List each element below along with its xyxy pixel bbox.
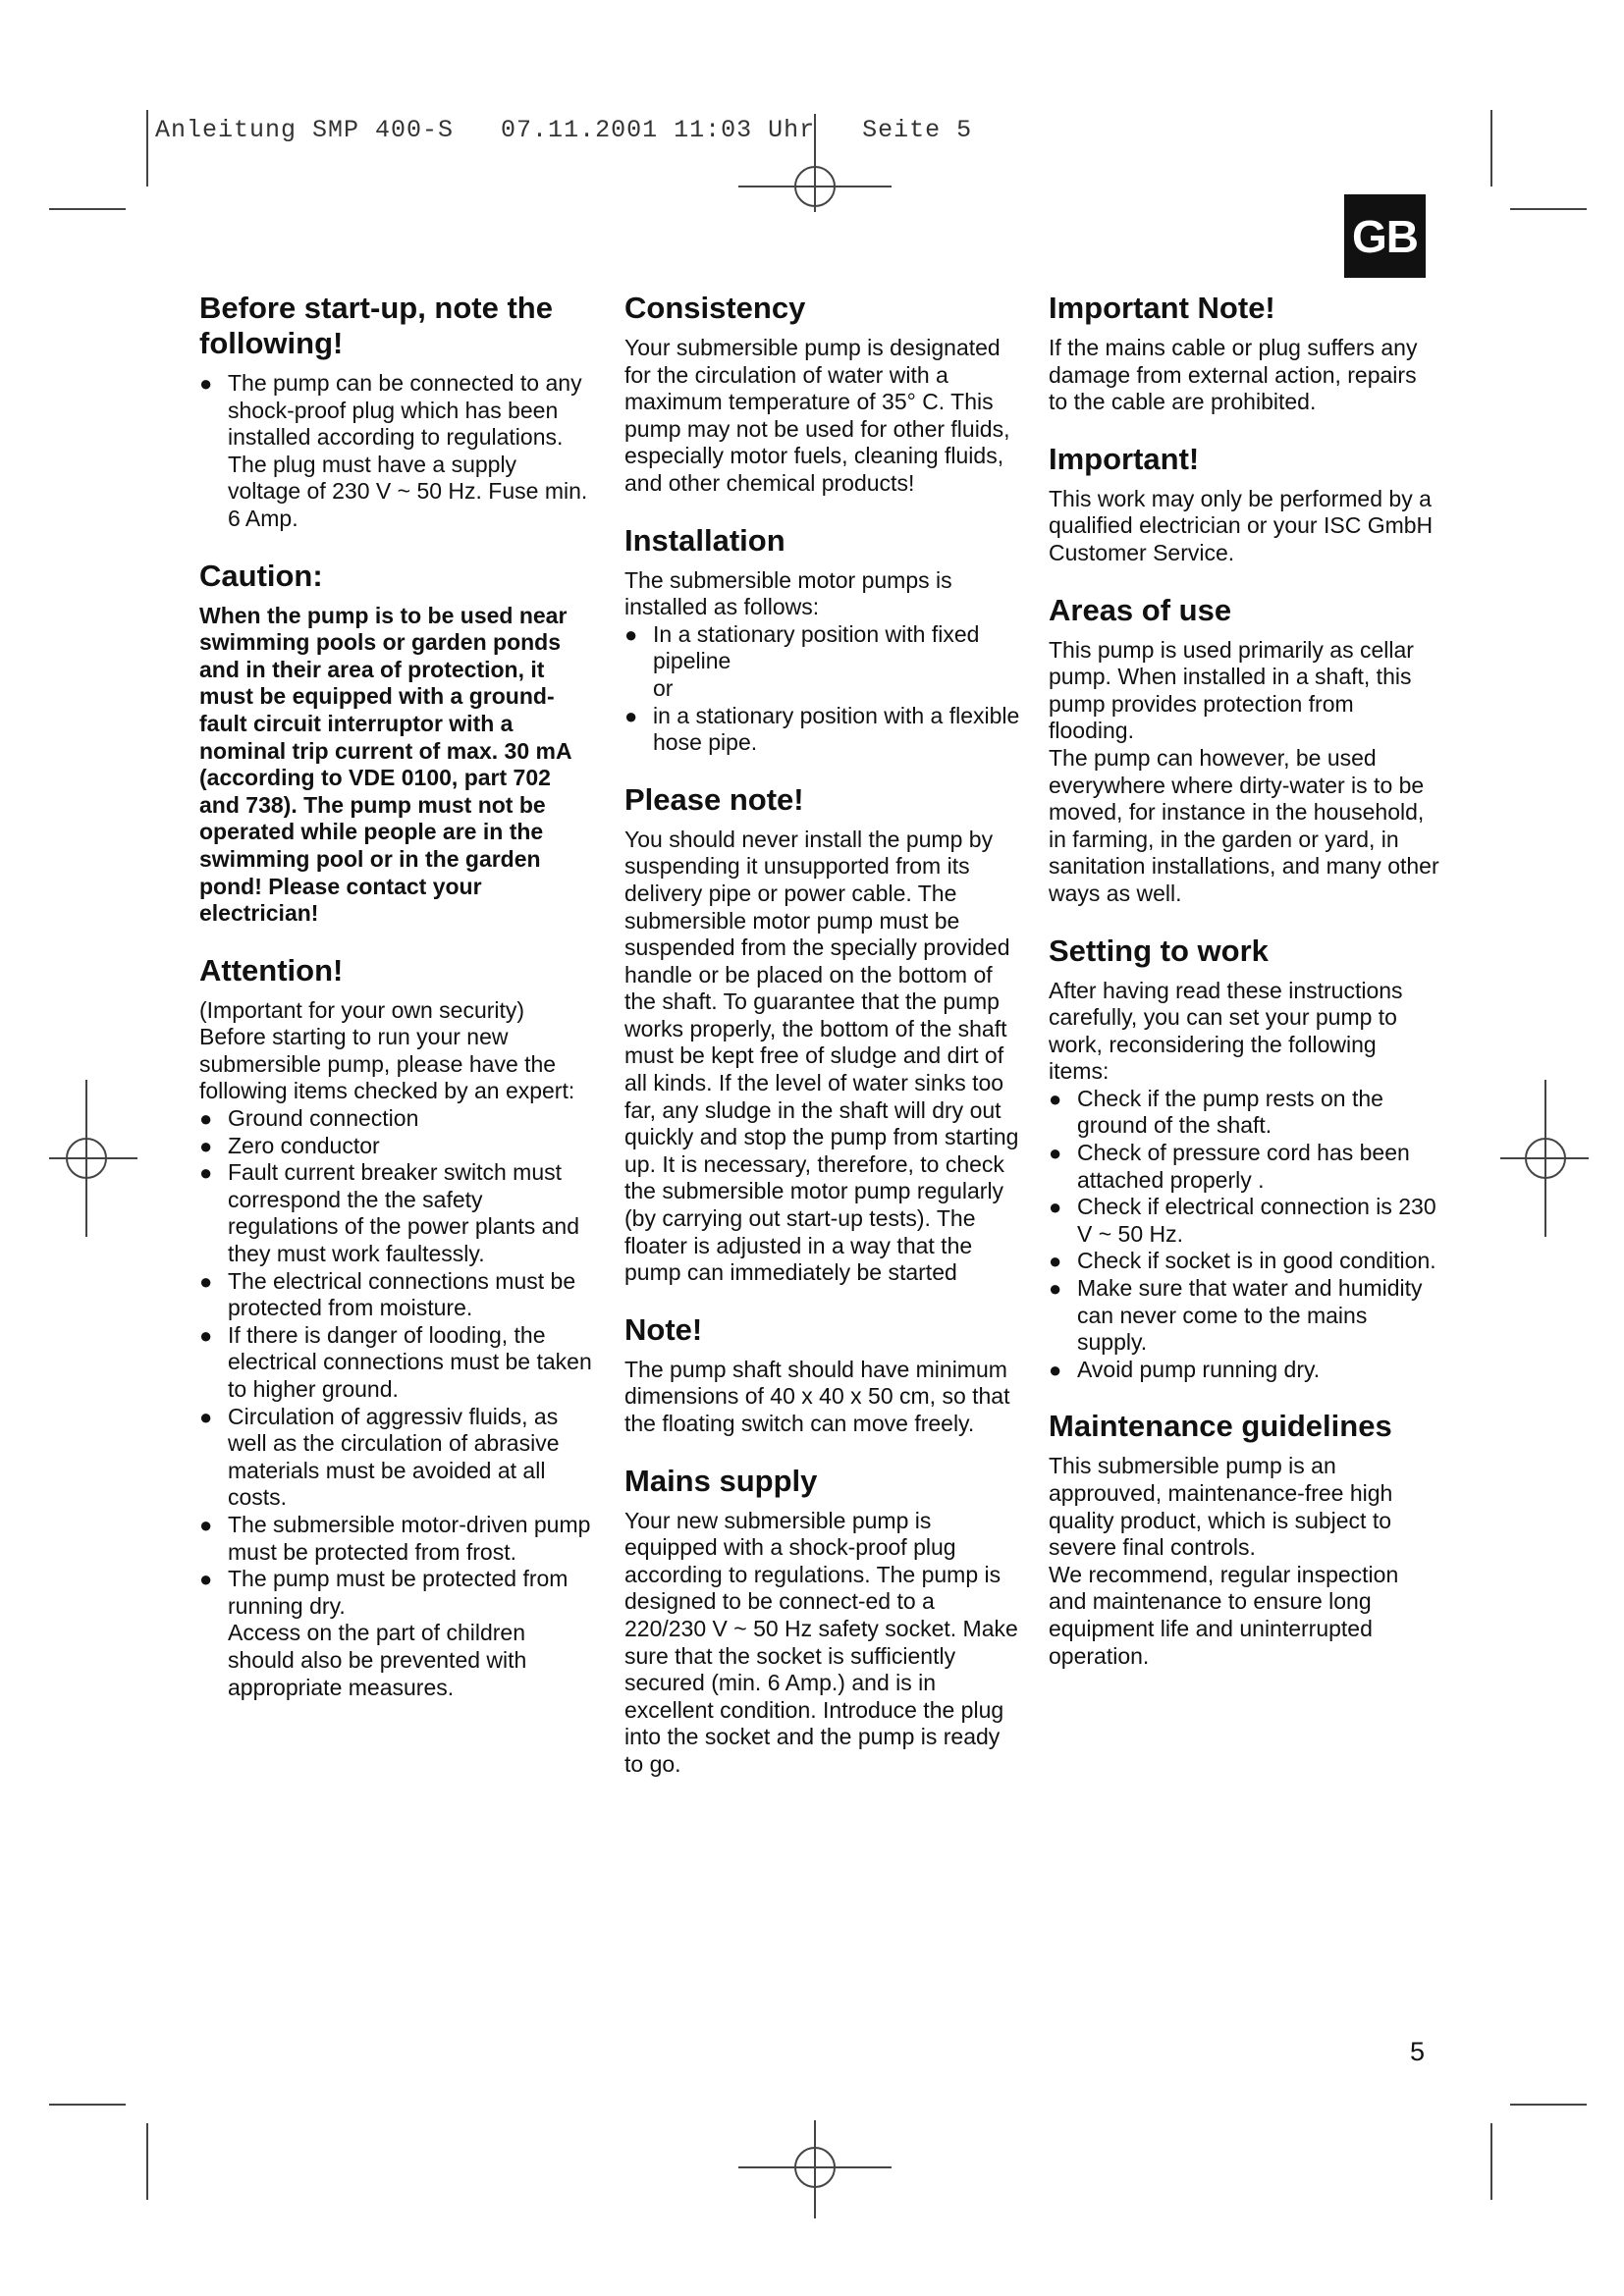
installation-intro: The submersible motor pumps is installed as follows: <box>624 566 952 620</box>
crop-mark-bottom-right-horizontal <box>1510 2104 1587 2106</box>
list-item: ● Ground connection <box>199 1105 592 1133</box>
crop-mark-bottom-left-horizontal <box>49 2104 126 2106</box>
attention-list <box>199 1105 592 1620</box>
heading-attention: Attention! <box>199 952 344 988</box>
section-please-note <box>624 782 1022 1287</box>
heading-note: Note! <box>624 1311 703 1347</box>
crop-mark-top-left-vertical <box>146 110 148 187</box>
attention-trailing-text: Access on the part of children should also be prevented with appropriate measures. <box>228 1620 527 1700</box>
installation-or: or <box>653 674 674 701</box>
list-item: ● In a stationary position with fixed pipeline <box>624 621 1022 675</box>
page-number: 5 <box>1410 2037 1426 2066</box>
registration-mark-bottom <box>738 2120 892 2222</box>
heading-please-note: Please note! <box>624 781 804 817</box>
heading-maintenance: Maintenance guidelines <box>1049 1409 1392 1444</box>
mains-supply-text: Your new submersible pump is equipped with a shock-proof plug according to regulations. The pump is designed to be connect-ed to a 220/230 V ~ 50 Hz safety socket. Make sure that the socket is sufficiently secured (min. 6 Amp.) and is in excellent condition. Introduce the plug into the socket and the pump is ready to go. <box>624 1507 1018 1777</box>
section-before-startup <box>199 291 592 533</box>
section-important-note <box>1049 291 1441 416</box>
crop-mark-top-right-horizontal <box>1510 208 1587 210</box>
registration-mark-left <box>39 1080 137 1237</box>
section-installation <box>624 523 1022 757</box>
attention-intro: (Important for your own security) Before starting to run your new submersible pump, please have the following items checked by an expert: <box>199 996 575 1104</box>
please-note-text: You should never install the pump by suspending it unsupported from its delivery pipe or power cable. The submersible motor pump must be suspended from the specially provided handle or be placed on the bottom of the shaft. To guarantee that the pump works properly, the bottom of the shaft must be kept free of sludge and dirt of all kinds. If the level of water sinks too far, any sludge in the shaft will dry out quickly and stop the pump from starting up. It is necessary, therefore, to check the submersible motor pump regularly (by carrying out start-up tests). The floater is adjusted in a way that the pump can immediately be started <box>624 826 1019 1286</box>
consistency-text: Your submersible pump is designated for the circulation of water with a maximum temperature of 35° C. This pump may not be used for other fluids, especially motor fuels, cleaning fluids, and other chemical products! <box>624 335 1010 496</box>
list-item: ● in a stationary position with a flexible hose pipe. <box>624 703 1022 757</box>
heading-important-note: Important Note! <box>1049 291 1275 325</box>
important-text: This work may only be performed by a qualified electrician or your ISC GmbH Customer Service. <box>1049 485 1434 565</box>
crop-mark-top-left-horizontal <box>49 208 126 210</box>
setting-to-work-list <box>1049 1086 1441 1384</box>
heading-installation: Installation <box>624 522 785 558</box>
areas-of-use-text-1: This pump is used primarily as cellar pump. When installed in a shaft, this pump provides protection from flooding. <box>1049 636 1414 744</box>
heading-mains-supply: Mains supply <box>624 1463 818 1498</box>
section-maintenance <box>1049 1409 1441 1670</box>
important-note-text: If the mains cable or plug suffers any damage from external action, repairs to the cable are prohibited. <box>1049 335 1418 415</box>
crop-mark-bottom-right-vertical <box>1490 2123 1492 2200</box>
caution-text: When the pump is to be used near swimming pools or garden ponds and in their area of protection, it must be equipped with a ground-fault circuit interruptor with a nominal trip current of max. 30 mA (according to VDE 0100, part 702 and 738). The pump must not be operated while people are in the swimming pool or in the garden pond! Please contact your electrician! <box>199 602 571 927</box>
list-item: ● Make sure that water and humidity can never come to the mains supply. <box>1049 1275 1441 1357</box>
section-attention <box>199 953 592 1701</box>
list-item: ● Avoid pump running dry. <box>1049 1357 1441 1384</box>
list-item: ● Check of pressure cord has been attached properly . <box>1049 1140 1441 1194</box>
setting-to-work-intro: After having read these instructions carefully, you can set your pump to work, reconsidering the following items: <box>1049 977 1403 1085</box>
list-item: ● Circulation of aggressiv fluids, as well as the circulation of abrasive materials must be avoided at all costs. <box>199 1404 592 1512</box>
heading-setting-to-work: Setting to work <box>1049 933 1269 968</box>
before-startup-list <box>199 370 592 533</box>
print-slug-line: Anleitung SMP 400-S 07.11.2001 11:03 Uhr Seite 5 <box>155 116 973 144</box>
section-important <box>1049 442 1441 567</box>
heading-important: Important! <box>1049 441 1200 476</box>
list-item: ● The submersible motor-driven pump must be protected from frost. <box>199 1512 592 1566</box>
language-badge: GB <box>1344 194 1426 278</box>
column-right <box>1049 291 1441 1695</box>
crop-mark-top-right-vertical <box>1490 110 1492 187</box>
list-item: ● Fault current breaker switch must correspond the the safety regulations of the power plants and they must work faultessly. <box>199 1159 592 1267</box>
list-item: ● Zero conductor <box>199 1133 592 1160</box>
column-middle <box>624 291 1022 1804</box>
list-item: ● The pump can be connected to any shock-proof plug which has been installed according to regulations. The plug must have a supply voltage of 230 V ~ 50 Hz. Fuse min. 6 Amp. <box>199 370 592 533</box>
list-item: ● Check if socket is in good condition. <box>1049 1248 1441 1275</box>
heading-caution: Caution: <box>199 558 323 593</box>
installation-list-2 <box>624 703 1022 757</box>
section-areas-of-use <box>1049 593 1441 908</box>
areas-of-use-text-2: The pump can however, be used everywhere where dirty-water is to be moved, for instance in the household, in farming, in the garden or yard, in sanitation installations, and many other ways as well. <box>1049 744 1439 906</box>
registration-mark-top <box>738 110 892 212</box>
section-caution <box>199 559 592 928</box>
list-item: ● The pump must be protected from running dry. <box>199 1566 592 1620</box>
installation-list <box>624 621 1022 675</box>
heading-consistency: Consistency <box>624 291 806 325</box>
heading-areas-of-use: Areas of use <box>1049 592 1232 627</box>
crop-mark-bottom-left-vertical <box>146 2123 148 2200</box>
maintenance-text-1: This submersible pump is an approuved, maintenance-free high quality product, which is subject to severe final controls. <box>1049 1453 1393 1561</box>
section-mains-supply <box>624 1464 1022 1779</box>
column-left <box>199 291 592 1727</box>
section-note <box>624 1312 1022 1438</box>
list-item: ● If there is danger of looding, the electrical connections must be taken to higher ground. <box>199 1322 592 1404</box>
registration-mark-right <box>1500 1080 1598 1237</box>
heading-before-startup: Before start-up, note the following! <box>199 291 553 360</box>
list-item: ● Check if electrical connection is 230 V ~ 50 Hz. <box>1049 1194 1441 1248</box>
section-setting-to-work <box>1049 934 1441 1384</box>
note-text: The pump shaft should have minimum dimensions of 40 x 40 x 50 cm, so that the floating switch can move freely. <box>624 1356 1010 1436</box>
section-consistency <box>624 291 1022 498</box>
list-item: ● Check if the pump rests on the ground of the shaft. <box>1049 1086 1441 1140</box>
list-item: ● The electrical connections must be protected from moisture. <box>199 1268 592 1322</box>
maintenance-text-2: We recommend, regular inspection and maintenance to ensure long equipment life and uninterrupted operation. <box>1049 1561 1399 1669</box>
